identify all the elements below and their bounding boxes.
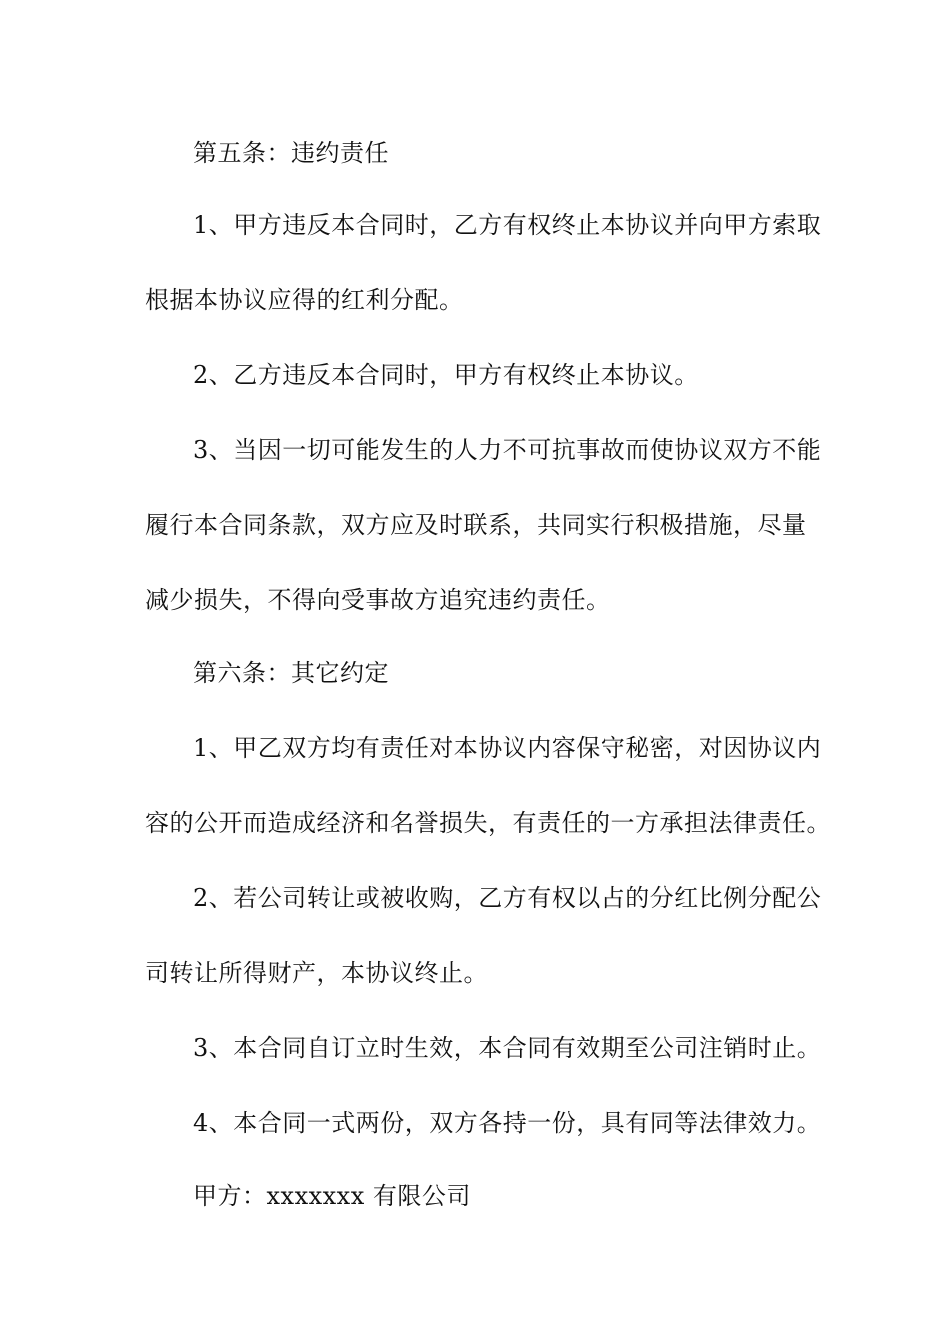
- article-5-clause-2: 2、乙方违反本合同时，甲方有权终止本协议。: [193, 361, 699, 389]
- article-6-clause-3: 3、本合同自订立时生效，本合同有效期至公司注销时止。: [193, 1034, 822, 1062]
- article-6-heading: 第六条：其它约定: [193, 659, 389, 687]
- article-6-clause-2-line-1: 2、若公司转让或被收购，乙方有权以占的分红比例分配公: [193, 884, 822, 912]
- article-5-heading: 第五条：违约责任: [193, 139, 389, 167]
- article-5-clause-3-line-3: 减少损失，不得向受事故方追究违约责任。: [145, 586, 611, 614]
- article-5-clause-3-line-1: 3、当因一切可能发生的人力不可抗事故而使协议双方不能: [193, 436, 822, 464]
- article-6-clause-4: 4、本合同一式两份，双方各持一份，具有同等法律效力。: [193, 1109, 822, 1137]
- party-a-signature-line: 甲方：xxxxxxx 有限公司: [193, 1182, 471, 1210]
- article-6-clause-2-line-2: 司转让所得财产，本协议终止。: [145, 959, 488, 987]
- article-6-clause-1-line-2: 容的公开而造成经济和名誉损失，有责任的一方承担法律责任。: [145, 809, 831, 837]
- article-5-clause-3-line-2: 履行本合同条款，双方应及时联系，共同实行积极措施，尽量: [145, 511, 807, 539]
- article-6-clause-1-line-1: 1、甲乙双方均有责任对本协议内容保守秘密，对因协议内: [193, 734, 822, 762]
- article-5-clause-1-line-2: 根据本协议应得的红利分配。: [145, 286, 464, 314]
- article-5-clause-1-line-1: 1、甲方违反本合同时，乙方有权终止本协议并向甲方索取: [193, 211, 822, 239]
